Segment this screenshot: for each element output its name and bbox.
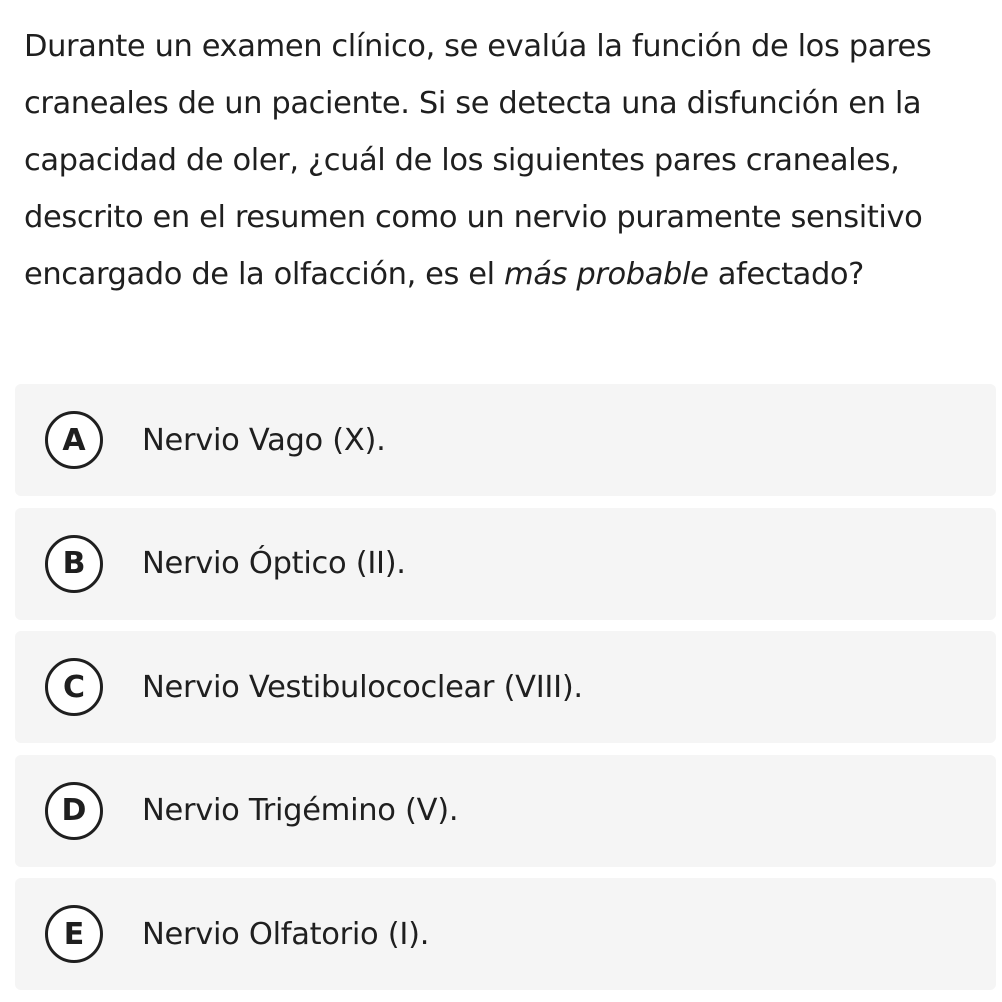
option-b-label: Nervio Óptico (II). [142, 546, 406, 581]
option-e-letter-badge: E [45, 905, 103, 963]
question-text [24, 18, 999, 303]
option-c-label: Nervio Vestibulococlear (VIII). [142, 669, 583, 705]
answer-options [15, 384, 996, 1002]
question-text-end: afectado? [708, 257, 864, 292]
option-e[interactable] [15, 878, 996, 990]
option-c[interactable] [15, 631, 996, 743]
option-b[interactable] [15, 508, 996, 620]
option-d-letter-badge: D [45, 782, 103, 840]
option-a[interactable] [15, 384, 996, 496]
option-e-label: Nervio Olfatorio (I). [142, 916, 430, 952]
question-text-start: Durante un examen clínico, se evalúa la función de los pares craneales de un paciente. Si se detecta una disfunción en la capacidad de oler, ¿cuál de los siguientes pares craneales, descrito en el resumen como un nervio puramente sensitivo encargado de la olfacción, es el [24, 29, 932, 292]
question-emphasis: más probable [504, 257, 709, 292]
option-a-letter-badge: A [45, 411, 103, 469]
option-c-letter-badge: C [45, 658, 103, 716]
option-d[interactable] [15, 755, 996, 867]
option-b-letter-badge: B [45, 535, 103, 593]
option-a-label: Nervio Vago (X). [142, 422, 386, 458]
option-d-label: Nervio Trigémino (V). [142, 793, 459, 828]
